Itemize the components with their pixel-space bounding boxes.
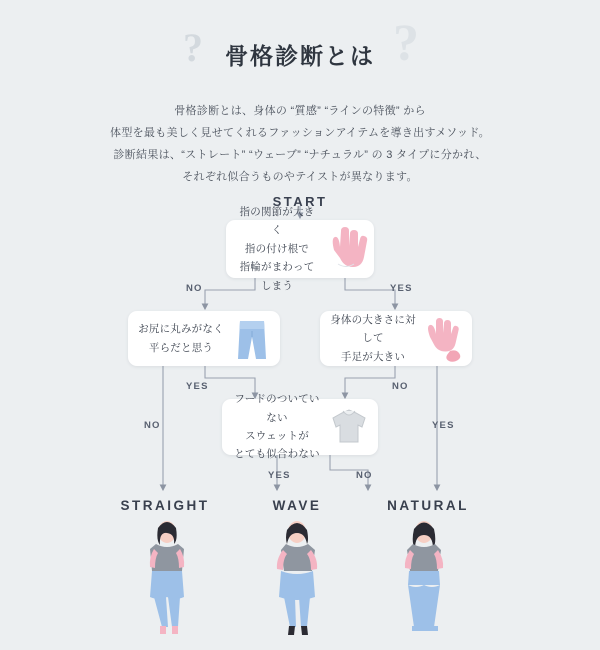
branch-tag-q2-yes: YES <box>186 381 209 392</box>
result-label-straight: STRAIGHT <box>120 498 210 513</box>
branch-tag-q1-no: NO <box>186 283 203 294</box>
page-title <box>0 15 600 72</box>
question-card-2-line-2: 平らだと思う <box>148 341 214 354</box>
question-card-4-line-2: スウェットが <box>245 430 309 442</box>
question-card-4-text <box>222 390 322 464</box>
figure-natural <box>386 518 462 643</box>
branch-tag-q2-no: NO <box>144 420 161 431</box>
branch-tag-q4-yes: YES <box>268 470 291 481</box>
question-mark-left-icon: ? <box>183 25 203 70</box>
question-card-2-text <box>128 320 224 357</box>
hand-icon <box>318 220 374 278</box>
lead-line-2: 体型を最も美しく見せてくれるファッションアイテムを導き出すメソッド。 <box>110 127 490 139</box>
branch-tag-q4-no: NO <box>356 470 373 481</box>
result-label-wave: WAVE <box>272 498 322 513</box>
figure-wave <box>262 518 332 643</box>
lead-line-1: 骨格診断とは、身体の “質感” “ラインの特徴” から <box>174 105 426 117</box>
sweatshirt-icon <box>322 399 378 455</box>
question-card-1 <box>226 206 374 292</box>
figure-straight <box>132 518 202 643</box>
branch-tag-q3-no: NO <box>392 381 409 392</box>
question-card-1-line-2: 指の付け根で <box>244 242 310 255</box>
lead-line-3: 診断結果は、“ストレート” “ウェーブ” “ナチュラル” の 3 タイプに分かれ、 <box>113 149 487 161</box>
result-label-natural: NATURAL <box>387 498 469 513</box>
question-card-3-text <box>320 311 416 366</box>
question-card-1-line-1: 指の関節が大きく <box>239 206 315 237</box>
question-card-3-line-2: 手足が大きい <box>340 350 406 363</box>
question-card-4-line-3: とても似合わない <box>234 448 320 461</box>
question-card-1-line-3: 指輪がまわってしまう <box>239 261 315 292</box>
question-card-3 <box>320 311 472 366</box>
question-card-4-line-1: フードのついていない <box>234 393 320 424</box>
question-card-3-line-1: 身体の大きさに対して <box>330 313 416 345</box>
jeans-icon <box>224 311 280 366</box>
question-card-2-line-1: お尻に丸みがなく <box>138 323 224 336</box>
branch-tag-q3-yes: YES <box>432 420 455 431</box>
branch-tag-q1-yes: YES <box>390 283 413 294</box>
question-card-1-text <box>226 203 318 295</box>
lead-line-4: それぞれ似合うものやテイストが異なります。 <box>182 171 418 183</box>
question-card-4 <box>222 393 378 461</box>
start-label: START <box>272 194 328 209</box>
lead-paragraph <box>0 100 600 188</box>
foot-hand-icon <box>416 311 472 366</box>
page-title-text: 骨格診断とは <box>225 43 375 69</box>
question-mark-right-icon: ? <box>393 15 419 72</box>
question-card-2 <box>128 311 280 366</box>
